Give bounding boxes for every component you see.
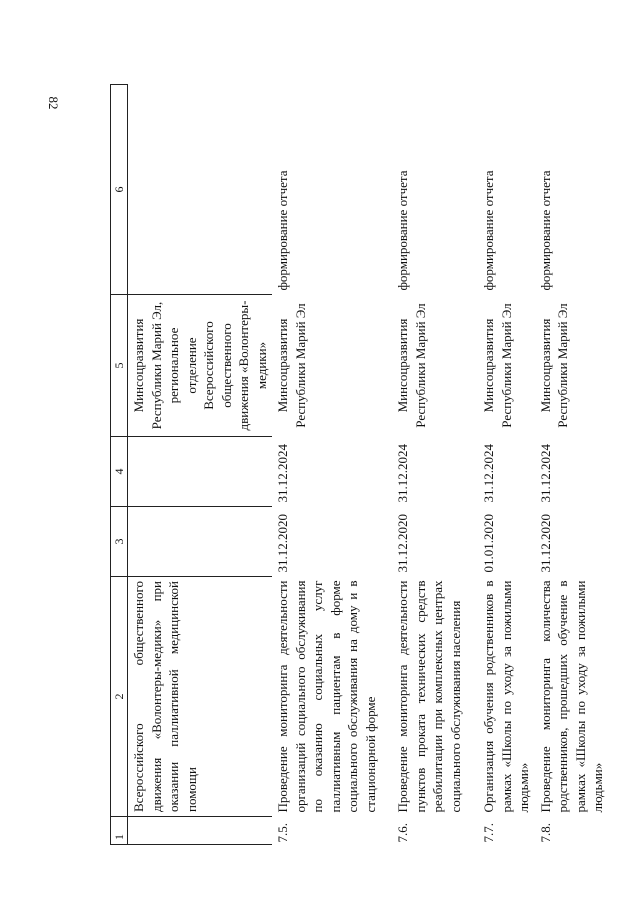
header-col-2: 2 (111, 577, 128, 817)
row-result: формирование отчета (537, 170, 553, 291)
row-activity: Организация обучения родственников в рамках «Школы по уходу за пожилыми людьми» (481, 580, 531, 813)
table-row (478, 85, 535, 845)
row-executor: Минсоцразвития Республики Марий Эл (537, 303, 570, 428)
row-number: 7.5. (275, 823, 290, 843)
rotated-table-sheet (110, 85, 605, 845)
row-activity: Проведение мониторинга деятельности организаций социального обслуживания по оказанию социальных услуг паллиативным пациентам в форме социального обслуживания на дому и в стационарной форме (275, 580, 378, 813)
header-col-4: 4 (111, 437, 128, 507)
row-start-date: 31.12.2020 (537, 514, 553, 573)
row-number: 7.8. (537, 823, 553, 843)
row-activity: Всероссийского общественного движения «Волонтеры-медики» при оказании паллиативной медицинской помощи (128, 577, 273, 817)
row-end-date: 31.12.2024 (395, 444, 410, 503)
table-row (272, 85, 392, 845)
row-start-date: 31.12.2020 (395, 514, 410, 573)
row-activity: Проведение мониторинга деятельности пунктов проката технических средств реабилитации при комплексных центрах социального обслуживания населения (395, 580, 463, 813)
row-executor: Минсоцразвития Республики Марий Эл (395, 303, 428, 428)
page-number: 82 (46, 96, 61, 110)
row-result (128, 85, 273, 295)
header-col-5: 5 (111, 295, 128, 437)
row-end-date: 31.12.2024 (537, 444, 553, 503)
row-result: формирование отчета (275, 170, 290, 291)
row-result: формирование отчета (481, 170, 496, 291)
row-number: 7.6. (395, 823, 410, 843)
table-row (392, 85, 478, 845)
row-activity: Проведение мониторинга количества родственников, прошедших обучение в рамках «Школы по уходу за пожилыми людьми» (537, 580, 605, 813)
row-start-date: 31.12.2020 (275, 514, 290, 573)
row-number (128, 817, 273, 845)
activities-table (110, 84, 609, 845)
header-col-1: 1 (111, 817, 128, 845)
row-number: 7.7. (481, 823, 496, 843)
row-executor: Минсоцразвития Республики Марий Эл, региональное отделение Всероссийского общественного движения «Волонтеры-медики» (128, 295, 273, 437)
row-executor: Минсоцразвития Республики Марий Эл (481, 303, 514, 428)
row-result: формирование отчета (395, 170, 410, 291)
row-end-date: 31.12.2024 (481, 444, 496, 503)
row-start-date (128, 507, 273, 577)
table-header-row (111, 85, 128, 845)
row-end-date (128, 437, 273, 507)
header-col-3: 3 (111, 507, 128, 577)
header-col-6: 6 (111, 85, 128, 295)
table-row (128, 85, 273, 845)
row-end-date: 31.12.2024 (275, 444, 290, 503)
row-executor: Минсоцразвития Республики Марий Эл (275, 303, 308, 428)
table-row (535, 85, 609, 845)
row-start-date: 01.01.2020 (481, 514, 496, 573)
